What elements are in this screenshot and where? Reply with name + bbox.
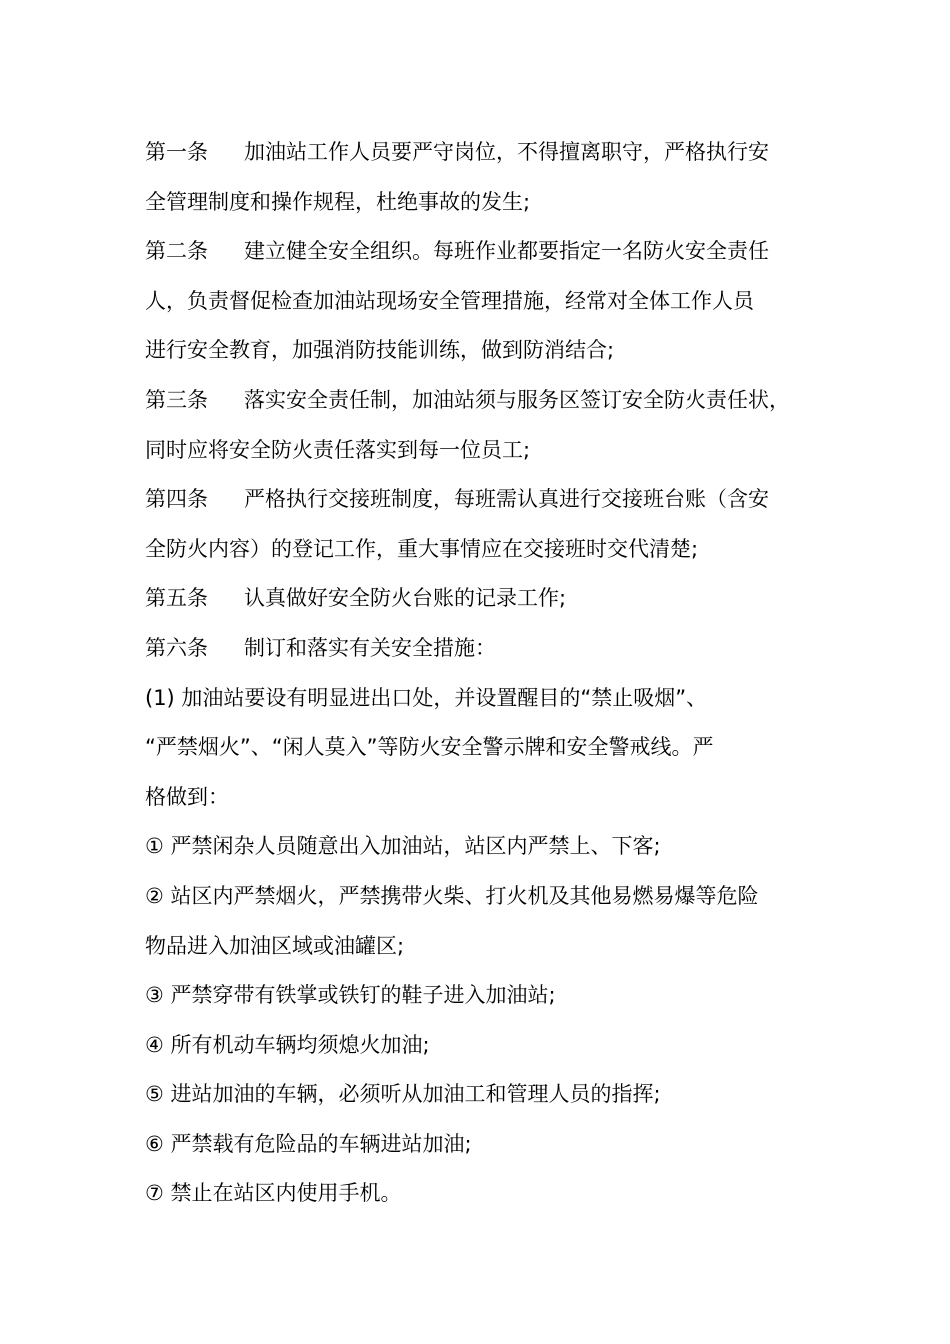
article-number: 第五条 bbox=[145, 586, 208, 611]
article-2-line-2: 人，负责督促检查加油站现场安全管理措施，经常对全体工作人员 bbox=[145, 288, 754, 313]
rule-7: ⑦ 禁止在站区内使用手机。 bbox=[145, 1181, 402, 1206]
article-number: 第一条 bbox=[145, 140, 208, 164]
article-2-line-1 bbox=[145, 227, 820, 277]
article-text: 认真做好安全防火台账的记录工作; bbox=[244, 586, 567, 611]
article-2-line-3: 进行安全教育，加强消防技能训练，做到防消结合; bbox=[145, 338, 615, 363]
document-body bbox=[145, 128, 820, 1219]
article-number: 第六条 bbox=[145, 635, 208, 660]
rule-3: ③ 严禁穿带有铁掌或铁钉的鞋子进入加油站; bbox=[145, 983, 556, 1008]
article-number: 第二条 bbox=[145, 239, 208, 264]
rule-5: ⑤ 进站加油的车辆，必须听从加油工和管理人员的指挥; bbox=[145, 1082, 661, 1107]
rule-4: ④ 所有机动车辆均须熄火加油; bbox=[145, 1032, 430, 1057]
rule-6: ⑥ 严禁载有危险品的车辆进站加油; bbox=[145, 1131, 472, 1156]
article-6-line-1 bbox=[145, 624, 820, 674]
rule-2-line-1: ② 站区内严禁烟火，严禁携带火柴、打火机及其他易燃易爆等危险 bbox=[145, 883, 759, 908]
article-5-line-1 bbox=[145, 574, 820, 624]
rule-1: ① 严禁闲杂人员随意出入加油站，站区内严禁上、下客; bbox=[145, 834, 661, 859]
article-4-line-1 bbox=[145, 475, 820, 525]
article-1-line-1 bbox=[145, 128, 820, 178]
article-text: 严格执行交接班制度，每班需认真进行交接班台账（含安 bbox=[244, 487, 769, 512]
article-text: 建立健全安全组织。每班作业都要指定一名防火安全责任 bbox=[244, 239, 769, 264]
article-1-line-2: 全管理制度和操作规程，杜绝事故的发生; bbox=[145, 189, 531, 214]
measure-1-line-3: 格做到： bbox=[145, 784, 229, 809]
article-4-line-2: 全防火内容）的登记工作，重大事情应在交接班时交代清楚; bbox=[145, 536, 699, 561]
article-3-line-2: 同时应将安全防火责任落实到每一位员工; bbox=[145, 437, 531, 462]
article-number: 第四条 bbox=[145, 487, 208, 512]
rule-2-line-2: 物品进入加油区域或油罐区; bbox=[145, 933, 405, 958]
article-text: 加油站工作人员要严守岗位，不得擅离职守，严格执行安 bbox=[244, 140, 769, 164]
article-3-line-1 bbox=[145, 376, 820, 426]
measure-1-line-2: “严禁烟火”、“闲人莫入”等防火安全警示牌和安全警戒线。严 bbox=[145, 735, 714, 760]
measure-1-line-1: (1) 加油站要设有明显进出口处，并设置醒目的“禁止吸烟”、 bbox=[145, 685, 708, 710]
article-number: 第三条 bbox=[145, 387, 208, 412]
article-text: 制订和落实有关安全措施： bbox=[244, 635, 496, 660]
article-text: 落实安全责任制，加油站须与服务区签订安全防火责任状， bbox=[244, 387, 790, 412]
